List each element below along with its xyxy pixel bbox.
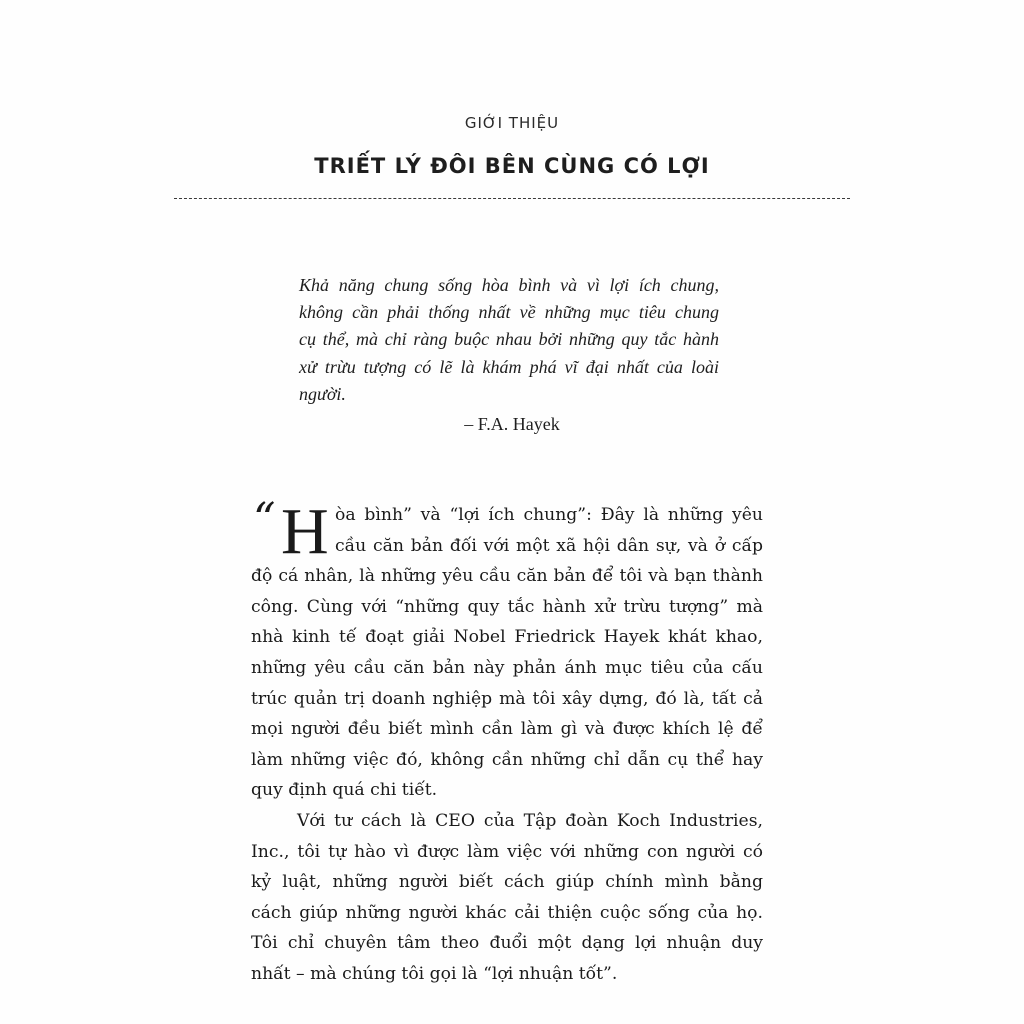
body-line: kỷ luật, những người biết cách giúp chính mình bằng	[251, 872, 763, 893]
epigraph-quote	[299, 272, 719, 408]
attribution-text: – F.A. Hayek	[464, 414, 560, 434]
body-line: Với tư cách là CEO của Tập đoàn Koch Industries,	[297, 810, 763, 831]
body-line: Inc., tôi tự hào vì được làm việc với những con người có	[251, 841, 763, 862]
body-line: độ cá nhân, là những yêu cầu căn bản để tôi và bạn thành	[251, 566, 763, 587]
body-line: làm những việc đó, không cần những chỉ dẫn cụ thể hay	[251, 749, 763, 770]
paragraph-1	[251, 494, 763, 806]
body-line: những yêu cầu căn bản này phản ánh mục tiêu của cấu	[251, 657, 763, 678]
chapter-title: TRIẾT LÝ ĐÔI BÊN CÙNG CÓ LỢI	[314, 154, 710, 178]
epigraph-line: xử trừu tượng có lẽ là khám phá vĩ đại nhất của loài	[299, 356, 719, 377]
dashed-divider	[174, 198, 850, 199]
epigraph-line: không cần phải thống nhất về những mục tiêu chung	[299, 302, 719, 323]
body-line: cách giúp những người khác cải thiện cuộc sống của họ.	[251, 902, 763, 923]
epigraph-line: cụ thể, mà chỉ ràng buộc nhau bởi những quy tắc hành	[299, 329, 719, 350]
epigraph-line: người.	[299, 383, 346, 404]
body-line: cầu căn bản đối với một xã hội dân sự, và ở cấp	[335, 535, 763, 556]
body-line: òa bình” và “lợi ích chung”: Đây là những yêu	[335, 505, 763, 525]
body-line: trúc quản trị doanh nghiệp mà tôi xây dựng, đó là, tất cả	[251, 688, 763, 709]
epigraph-attribution	[0, 414, 1024, 435]
body-line: quy định quá chi tiết.	[251, 780, 438, 801]
epigraph-line: Khả năng chung sống hòa bình và vì lợi ích chung,	[299, 275, 719, 295]
body-line: nhất – mà chúng tôi gọi là “lợi nhuận tốt”.	[251, 963, 618, 984]
body-line: mọi người đều biết mình cần làm gì và được khích lệ để	[251, 719, 763, 740]
body-line: nhà kinh tế đoạt giải Nobel Friedrick Hayek khát khao,	[251, 627, 763, 648]
body-line: công. Cùng với “những quy tắc hành xử trừu tượng” mà	[251, 596, 763, 617]
open-quote-mark: “	[253, 494, 276, 545]
paragraph-2	[251, 806, 763, 990]
body-line: Tôi chỉ chuyên tâm theo đuổi một dạng lợi nhuận duy	[251, 933, 763, 954]
drop-cap: H	[281, 495, 329, 568]
section-label: GIỚI THIỆU	[464, 114, 560, 132]
body-text	[251, 494, 763, 990]
